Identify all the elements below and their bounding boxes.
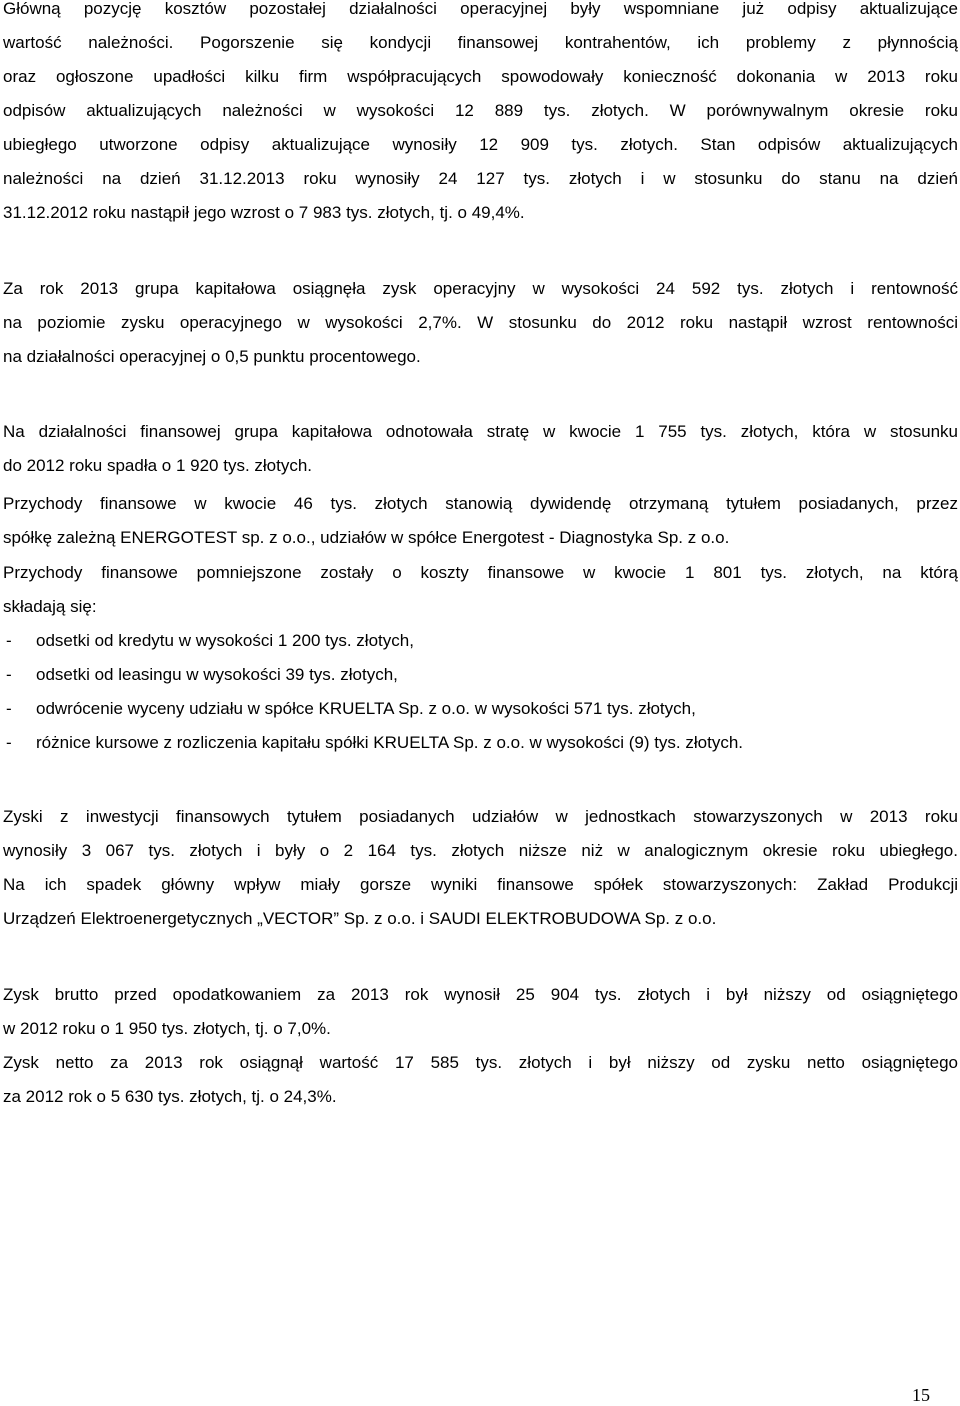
text-line: na działalności operacyjnej o 0,5 punktu procentowego. bbox=[3, 347, 421, 366]
paragraph-financial-loss bbox=[3, 415, 958, 483]
paragraph-financial-income bbox=[3, 487, 958, 555]
list-dash: - bbox=[6, 699, 12, 718]
list-dash: - bbox=[6, 665, 12, 684]
text-line: 31.12.2012 roku nastąpił jego wzrost o 7 983 tys. złotych, tj. o 49,4%. bbox=[3, 203, 525, 222]
text-line: ubiegłego utworzone odpisy aktualizujące wynosiły 12 909 tys. złotych. Stan odpisów aktualizujących bbox=[3, 135, 958, 154]
list-item bbox=[3, 624, 958, 658]
text-line: Przychody finansowe pomniejszone zostały o koszty finansowe w kwocie 1 801 tys. złotych, na którą bbox=[3, 563, 958, 582]
text-line: oraz ogłoszone upadłości kilku firm współpracujących spowodowały konieczność dokonania w 2013 roku bbox=[3, 67, 958, 86]
text-line: Zysk brutto przed opodatkowaniem za 2013 rok wynosił 25 904 tys. złotych i był niższy od osiągniętego bbox=[3, 985, 958, 1004]
text-line: należności na dzień 31.12.2013 roku wynosiły 24 127 tys. złotych i w stosunku do stanu na dzień bbox=[3, 169, 958, 188]
paragraph-financial-costs bbox=[3, 556, 958, 624]
paragraph-net-profit bbox=[3, 1046, 958, 1114]
text-line: składają się: bbox=[3, 597, 97, 616]
text-line: na poziomie zysku operacyjnego w wysokości 2,7%. W stosunku do 2012 roku nastąpił wzrost rentowności bbox=[3, 313, 958, 332]
financial-costs-list bbox=[3, 624, 958, 760]
text-line: za 2012 rok o 5 630 tys. złotych, tj. o 24,3%. bbox=[3, 1087, 337, 1106]
text-line: Przychody finansowe w kwocie 46 tys. złotych stanowią dywidendę otrzymaną tytułem posiadanych, przez bbox=[3, 494, 958, 513]
list-item-text: różnice kursowe z rozliczenia kapitału spółki KRUELTA Sp. z o.o. w wysokości (9) tys. złotych. bbox=[36, 733, 744, 752]
page-number: 15 bbox=[912, 1385, 930, 1405]
list-item-text: odsetki od kredytu w wysokości 1 200 tys. złotych, bbox=[36, 631, 414, 650]
paragraph-gross-profit bbox=[3, 978, 958, 1046]
list-item bbox=[3, 692, 958, 726]
list-item-text: odwrócenie wyceny udziału w spółce KRUELTA Sp. z o.o. w wysokości 571 tys. złotych, bbox=[36, 699, 696, 718]
text-line: Na działalności finansowej grupa kapitałowa odnotowała stratę w kwocie 1 755 tys. złotych, która w stosunku bbox=[3, 422, 958, 441]
text-line: spółkę zależną ENERGOTEST sp. z o.o., udziałów w spółce Energotest - Diagnostyka Sp. z o.o. bbox=[3, 528, 730, 547]
text-line: wartość należności. Pogorszenie się kondycji finansowej kontrahentów, ich problemy z płynnością bbox=[3, 33, 958, 52]
text-line: Za rok 2013 grupa kapitałowa osiągnęła zysk operacyjny w wysokości 24 592 tys. złotych i rentowność bbox=[3, 279, 958, 298]
list-item bbox=[3, 726, 958, 760]
text-line: odpisów aktualizujących należności w wysokości 12 889 tys. złotych. W porównywalnym okresie roku bbox=[3, 101, 958, 120]
text-line: do 2012 roku spadła o 1 920 tys. złotych. bbox=[3, 456, 313, 475]
list-item bbox=[3, 658, 958, 692]
text-line: Zyski z inwestycji finansowych tytułem posiadanych udziałów w jednostkach stowarzyszonych w 2013 roku bbox=[3, 807, 958, 826]
text-line: w 2012 roku o 1 950 tys. złotych, tj. o 7,0%. bbox=[3, 1019, 331, 1038]
paragraph-operating-profit bbox=[3, 272, 958, 374]
text-line: Zysk netto za 2013 rok osiągnął wartość 17 585 tys. złotych i był niższy od zysku netto osiągniętego bbox=[3, 1053, 958, 1072]
text-line: Urządzeń Elektroenergetycznych „VECTOR” Sp. z o.o. i SAUDI ELEKTROBUDOWA Sp. z o.o. bbox=[3, 909, 717, 928]
list-item-text: odsetki od leasingu w wysokości 39 tys. złotych, bbox=[36, 665, 398, 684]
paragraph-receivables-write-downs bbox=[3, 0, 958, 230]
paragraph-investment-gains bbox=[3, 800, 958, 936]
text-line: Główną pozycję kosztów pozostałej działalności operacyjnej były wspomniane już odpisy aktualizujące bbox=[3, 0, 958, 18]
text-line: wynosiły 3 067 tys. złotych i były o 2 164 tys. złotych niższe niż w analogicznym okresie roku ubiegłego. bbox=[3, 841, 958, 860]
list-dash: - bbox=[6, 733, 12, 752]
list-dash: - bbox=[6, 631, 12, 650]
text-line: Na ich spadek główny wpływ miały gorsze wyniki finansowe spółek stowarzyszonych: Zakład Produkcji bbox=[3, 875, 958, 894]
